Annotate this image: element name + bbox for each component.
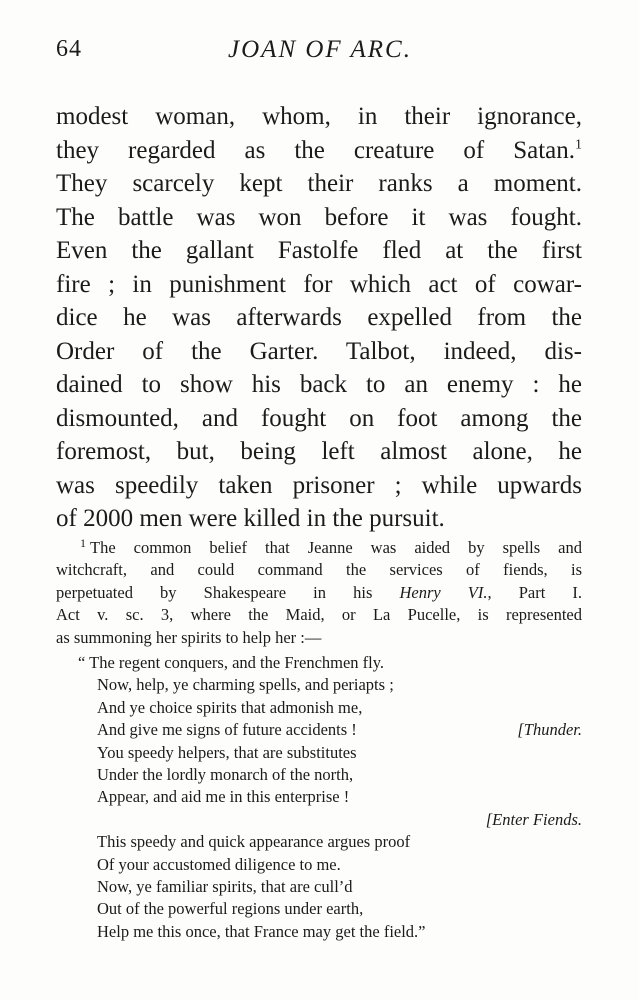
text-line: was speedily taken prisoner ; while upwards [56,471,582,499]
text-line: They scarcely kept their ranks a moment. [56,170,582,197]
verse-quotation [78,652,582,943]
stage-direction-enter-fiends: [Enter Fiends. [485,809,582,829]
verse-line: Under the lordly monarch of the north, [97,764,354,784]
stage-direction-thunder: [Thunder. [517,720,582,740]
verse-line [78,719,582,741]
footnote-line [56,537,582,559]
footnote-line: witchcraft, and could command the services of fiends, is [56,560,582,580]
text-line: Order of the Garter. Talbot, indeed, dis- [56,337,582,365]
text-line: Even the gallant Fastolfe fled at the first [56,237,582,264]
text-line: The battle was won before it was fought. [56,203,582,231]
text-line-content: they regarded as the creature of Satan. [56,136,575,164]
text-line: foremost, but, being left almost alone, he [56,438,582,465]
footnote-reference: 1 [575,137,582,153]
page-header [56,36,584,70]
verse-line: Now, help, ye charming spells, and periapts ; [97,675,394,695]
text-line [56,134,582,168]
footnote-line: Act v. sc. 3, where the Maid, or La Pucelle, is represented [56,605,582,625]
footnote-line [56,582,582,604]
page-number: 64 [56,36,82,62]
running-title: JOAN OF ARC. [228,36,412,63]
verse-line: Out of the powerful regions under earth, [97,899,364,919]
verse-line: Appear, and aid me in this enterprise ! [97,787,350,807]
footnote [56,537,582,649]
text-line: dismounted, and fought on foot among the [56,404,582,432]
verse-line: Now, ye familiar spirits, that are cull’d [97,876,353,896]
verse-line: “ The regent conquers, and the Frenchmen fly. [78,653,385,672]
verse-line: And ye choice spirits that admonish me, [97,697,363,717]
text-line: of 2000 men were killed in the pursuit. [56,505,445,532]
footnote-line-content: The common belief that Jeanne was aided by spells and [90,538,582,557]
verse-line: You speedy helpers, that are substitutes [97,742,357,762]
play-title: Henry VI. [399,582,488,602]
text-line: fire ; in punishment for which act of cowar- [56,270,582,298]
footnote-line-content: perpetuated by Shakespeare in his [56,582,400,602]
text-line: dained to show his back to an enemy : he [56,371,582,398]
verse-line: Of your accustomed diligence to me. [97,854,341,874]
verse-line-content: And give me signs of future accidents ! [97,720,357,740]
footnote-mark: 1 [80,535,86,550]
main-text [56,100,582,536]
verse-line: This speedy and quick appearance argues proof [97,832,411,852]
verse-line: Help me this once, that France may get the field.” [97,921,426,941]
text-line: modest woman, whom, in their ignorance, [56,103,582,130]
footnote-line-content: , Part I. [487,582,583,602]
footnote-line: as summoning her spirits to help her :— [56,627,322,647]
text-line: dice he was afterwards expelled from the [56,304,582,331]
